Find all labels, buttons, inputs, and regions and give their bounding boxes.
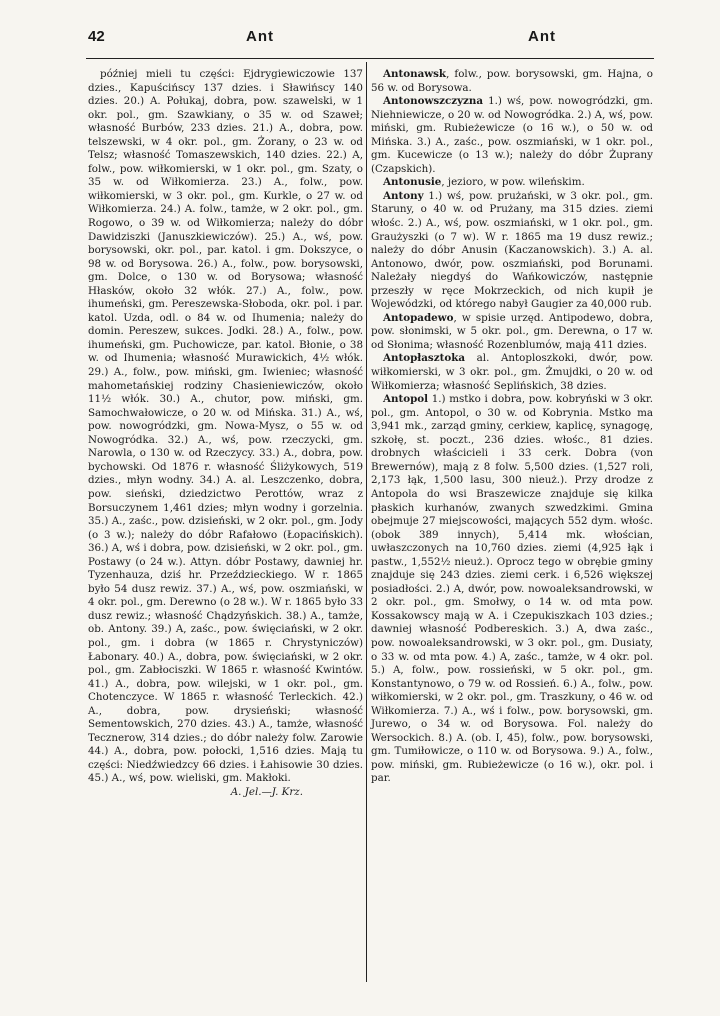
left-running-head: Ant — [246, 28, 274, 45]
entry-headword: Antonawsk — [383, 68, 447, 80]
entry-text: 1.) wś, pow. nowogródzki, gm. Niehniewicze, o 20 w. od Nowogródka. 2.) A, wś, pow. miński, gm. Rubieżewicze (o 16 w.), o 50 w. od Mińska. 3.) A., zaśc., pow. oszmiański, w 1 okr. pol., gm. Kucewicze (o 13 w.); należy do dóbr Żuprany (Czapskich). — [371, 95, 653, 175]
entry-headword: Antopol — [383, 393, 429, 406]
entry-text: 1.) mstko i dobra, pow. kobryński w 3 okr. pol., gm. Antopol, o 30 w. od Kobrynia. Mstko ma 3,941 mk., zarząd gminy, cerkiew, kaplicę, synagogę, szkołę, st. poczt., 236 dzies. włośc., 81 dzies. drobnych właścicieli i 33 cerk. Dobra (von Brewernów), mają z 8 folw. 5,500 dzies. (1,527 roli, 2,173 łąk, 1,500 lasu, 300 nieuż.). Przy drodze z Antopola do wsi Braszewicze znajduje się kilka płaskich kurhanów, zwanych szwedzkimi. Gmina obejmuje 27 miejscowości, mających 552 dym. włośc. (obok 389 innych), 5,414 mk. włościan, uwłaszczonych na 10,760 dzies. ziemi (4,925 łąk i pastw., 1,552½ nieuż.). Oprocz tego w obrębie gminy znajduje się 243 dzies. ziemi cerk. i 6,526 większej posiadłości. 2.) A, dwór, pow. nowoaleksandrowski, w 2 okr. pol., gm. Smołwy, o 14 w. od mta pow. Kossakowscy mają w A. i Czepukiszkach 103 dzies.; dawniej własność Podbereskich. 3.) A, dwa zaśc., pow. nowoaleksandrowski, w 3 okr. pol., gm. Dusiaty, o 33 w. od mta pow. 4.) A, zaśc., tamże, w 4 okr. pol. 5.) A, folw., pow. rossieński, w 5 okr. pol., gm. Konstantynowo, o 79 w. od Rossień. 6.) A., folw., pow. wiłkomierski, w 2 okr. pol., gm. Traszkuny, o 46 w. od Wiłkomierza. 7.) A., wś i folw., pow. borysowski, gm. Jurewo, o 34 w. od Borysowa. Fol. należy do Wersockich. 8.) A. (ob. I, 45), folw., pow. borysowski, gm. Tumiłowicze, o 110 w. od Borysowa. 9.) A., folw., pow. miński, gm. Rubieżewicze (o 16 w.), okr. pol. i par. — [371, 393, 653, 785]
entry-headword: Antopadewo — [383, 311, 454, 324]
entry-headword: Antonowszczyzna — [383, 95, 484, 108]
dictionary-entry — [371, 190, 653, 312]
right-column — [371, 68, 653, 786]
entry-headword: Antony — [383, 189, 424, 202]
left-column-text: później mieli tu części: Ejdrygiewiczowie 137 dzies., Kapuścińscy 137 dzies. i Sławińscy 140 dzies. 20.) A. Połukaj, dobra, pow. szawelski, w 1 okr. pol., gm. Szawkiany, o 35 w. od Szaweł; własność Burbów, 233 dzies. 21.) A., dobra, pow. telszewski, w 4 okr. pol., gm. Żorany, o 23 w. od Telsz; własność Tomaszewskich, 140 dzies. 22.) A, folw., pow. wiłkomierski, w 1 okr. pol., gm. Szaty, o 35 w. od Wiłkomierza. 23.) A., folw., pow. wiłkomierski, w 3 okr. pol., gm. Kurkle, o 27 w. od Wiłkomierza. 24.) A. folw., tamże, w 2 okr. pol., gm. Rogowo, o 39 w. od Wiłkomierza; należy do dóbr Dawidziszki (Januszkiewiczów). 25.) A., wś, pow. borysowski, okr. pol., par. katol. i gm. Dokszyce, o 98 w. od Borysowa. 26.) A., folw., pow. borysowski, gm. Dolce, o 130 w. od Borysowa; własność Hłasków, około 32 włók. 27.) A., folw., pow. ihumeński, gm. Pereszewska-Słoboda, okr. pol. i par. katol. Uzda, odl. o 84 w. od Ihumenia; należy do domin. Pereszew, sukces. Jodki. 28.) A., folw., pow. ihumeński, gm. Puchowicze, par. katol. Błonie, o 38 w. od Ihumenia; własność Murawickich, 4½ włók. 29.) A., folw., pow. miński, gm. Iwieniec; własność mahometańskiej rodziny Chasieniewiczów, około 11½ włók. 30.) A., chutor, pow. miński, gm. Samochwałowicze, o 20 w. od Mińska. 31.) A., wś, pow. nowogródzki, gm. Nowa-Mysz, o 55 w. od Nowogródka. 32.) A., wś, pow. rzeczycki, gm. Narowla, o 130 w. od Rzeczycy. 33.) A., dobra, pow. bychowski. Od 1876 r. własność Śliżykowych, 519 dzies., młyn wodny. 34.) A. al. Leszczenko, dobra, pow. sieński, dziedzictwo Perottów, wraz z Borsuczynem 1,461 dzies; młyn wodny i gorzelnia. 35.) A., zaśc., pow. dzisieński, w 2 okr. pol., gm. Jody (o 3 w.); należy do dóbr Rafałowo (Łopacińskich). 36.) A, wś i dobra, pow. dzisieński, w 2 okr. pol., gm. Postawy (o 24 w.). Attyn. dóbr Postawy, dawniej hr. Tyzenhauza, dziś hr. Przeździeckiego. W r. 1865 było 54 dusz rewiz. 37.) A., wś, pow. oszmiański, w 4 okr. pol., gm. Derewno (o 28 w.). W r. 1865 było 33 dusz rewiz.; własność Chądzyńskich. 38.) A., tamże, ob. Antony. 39.) A, zaśc., pow. święciański, w 2 okr. pol., gm. i dobra (w 1865 r. Chrystyniczów) Łabonary. 40.) A., dobra, pow. święciański, w 2 okr. pol., gm. Zabłociszki. W 1865 r. własność Kwintów. 41.) A., dobra, pow. wilejski, w 1 okr. pol., gm. Chotenczyce. W 1865 r. własność Terleckich. 42.) A., dobra, pow. drysieński; własność Sementowskich, 270 dzies. 43.) A., tamże, własność Tecznerow, 314 dzies.; do dóbr należy folw. Zarowie 44.) A., dobra, pow. połocki, 1,516 dzies. Mają tu części: Niedźwiedzcy 66 dzies. i Łahisowie 30 dzies. 45.) A., wś, pow. wieliski, gm. Makłoki. — [88, 68, 363, 785]
left-column — [88, 68, 363, 800]
column-divider — [366, 62, 367, 982]
page-header — [88, 28, 652, 50]
entry-headword: Antonusie — [383, 176, 442, 189]
dictionary-entry — [371, 176, 653, 190]
dictionary-entry — [371, 352, 653, 393]
entry-headword: Antopłasztoka — [383, 352, 466, 365]
entry-text: , jezioro, w pow. wileńskim. — [441, 176, 585, 189]
dictionary-entry — [371, 312, 653, 353]
dictionary-entry — [371, 95, 653, 176]
entry-text: , folw., pow. borysowski, gm. Hajna, o 56 w. od Borysowa. — [371, 68, 653, 94]
header-rule — [86, 58, 654, 59]
author-signature: A. Jel.—J. Krz. — [230, 785, 303, 798]
entry-text: , w spisie urzęd. Antipodewo, dobra, pow. słonimski, w 5 okr. pol., gm. Derewna, o 17 w. od Słonima; własność Rozenblumów, mają 411 dzies. — [371, 311, 653, 351]
entry-text: 1.) wś, pow. prużański, w 3 okr. pol., gm. Staruny, o 40 w. od Prużany, ma 315 dzies. ziemi włośc. 2.) A., wś, pow. oszmiański, w 1 okr. pol., gm. Graużyszki (o 7 w). W r. 1865 ma 19 dusz rewiz.; należy do dóbr Anusin (Kaczanowskich). 3.) A. al. Antonowo, dwór, pow. oszmiański, pod Borunami. Należały niegdyś do Wańkowiczów, następnie przeszły w ręce Mokrzeckich, od nich kupił je Wojewódzki, od którego nabył Gaugier za 40,000 rub. — [371, 189, 653, 311]
page-number: 42 — [88, 28, 105, 45]
right-running-head: Ant — [528, 28, 556, 45]
entry-text: al. Antoploszkoki, dwór, pow. wiłkomierski, w 3 okr. pol., gm. Żmujdki, o 20 w. od Wiłkomierza; własność Seplińskich, 38 dzies. — [371, 352, 653, 392]
dictionary-entry — [371, 68, 653, 95]
dictionary-entry — [371, 393, 653, 786]
